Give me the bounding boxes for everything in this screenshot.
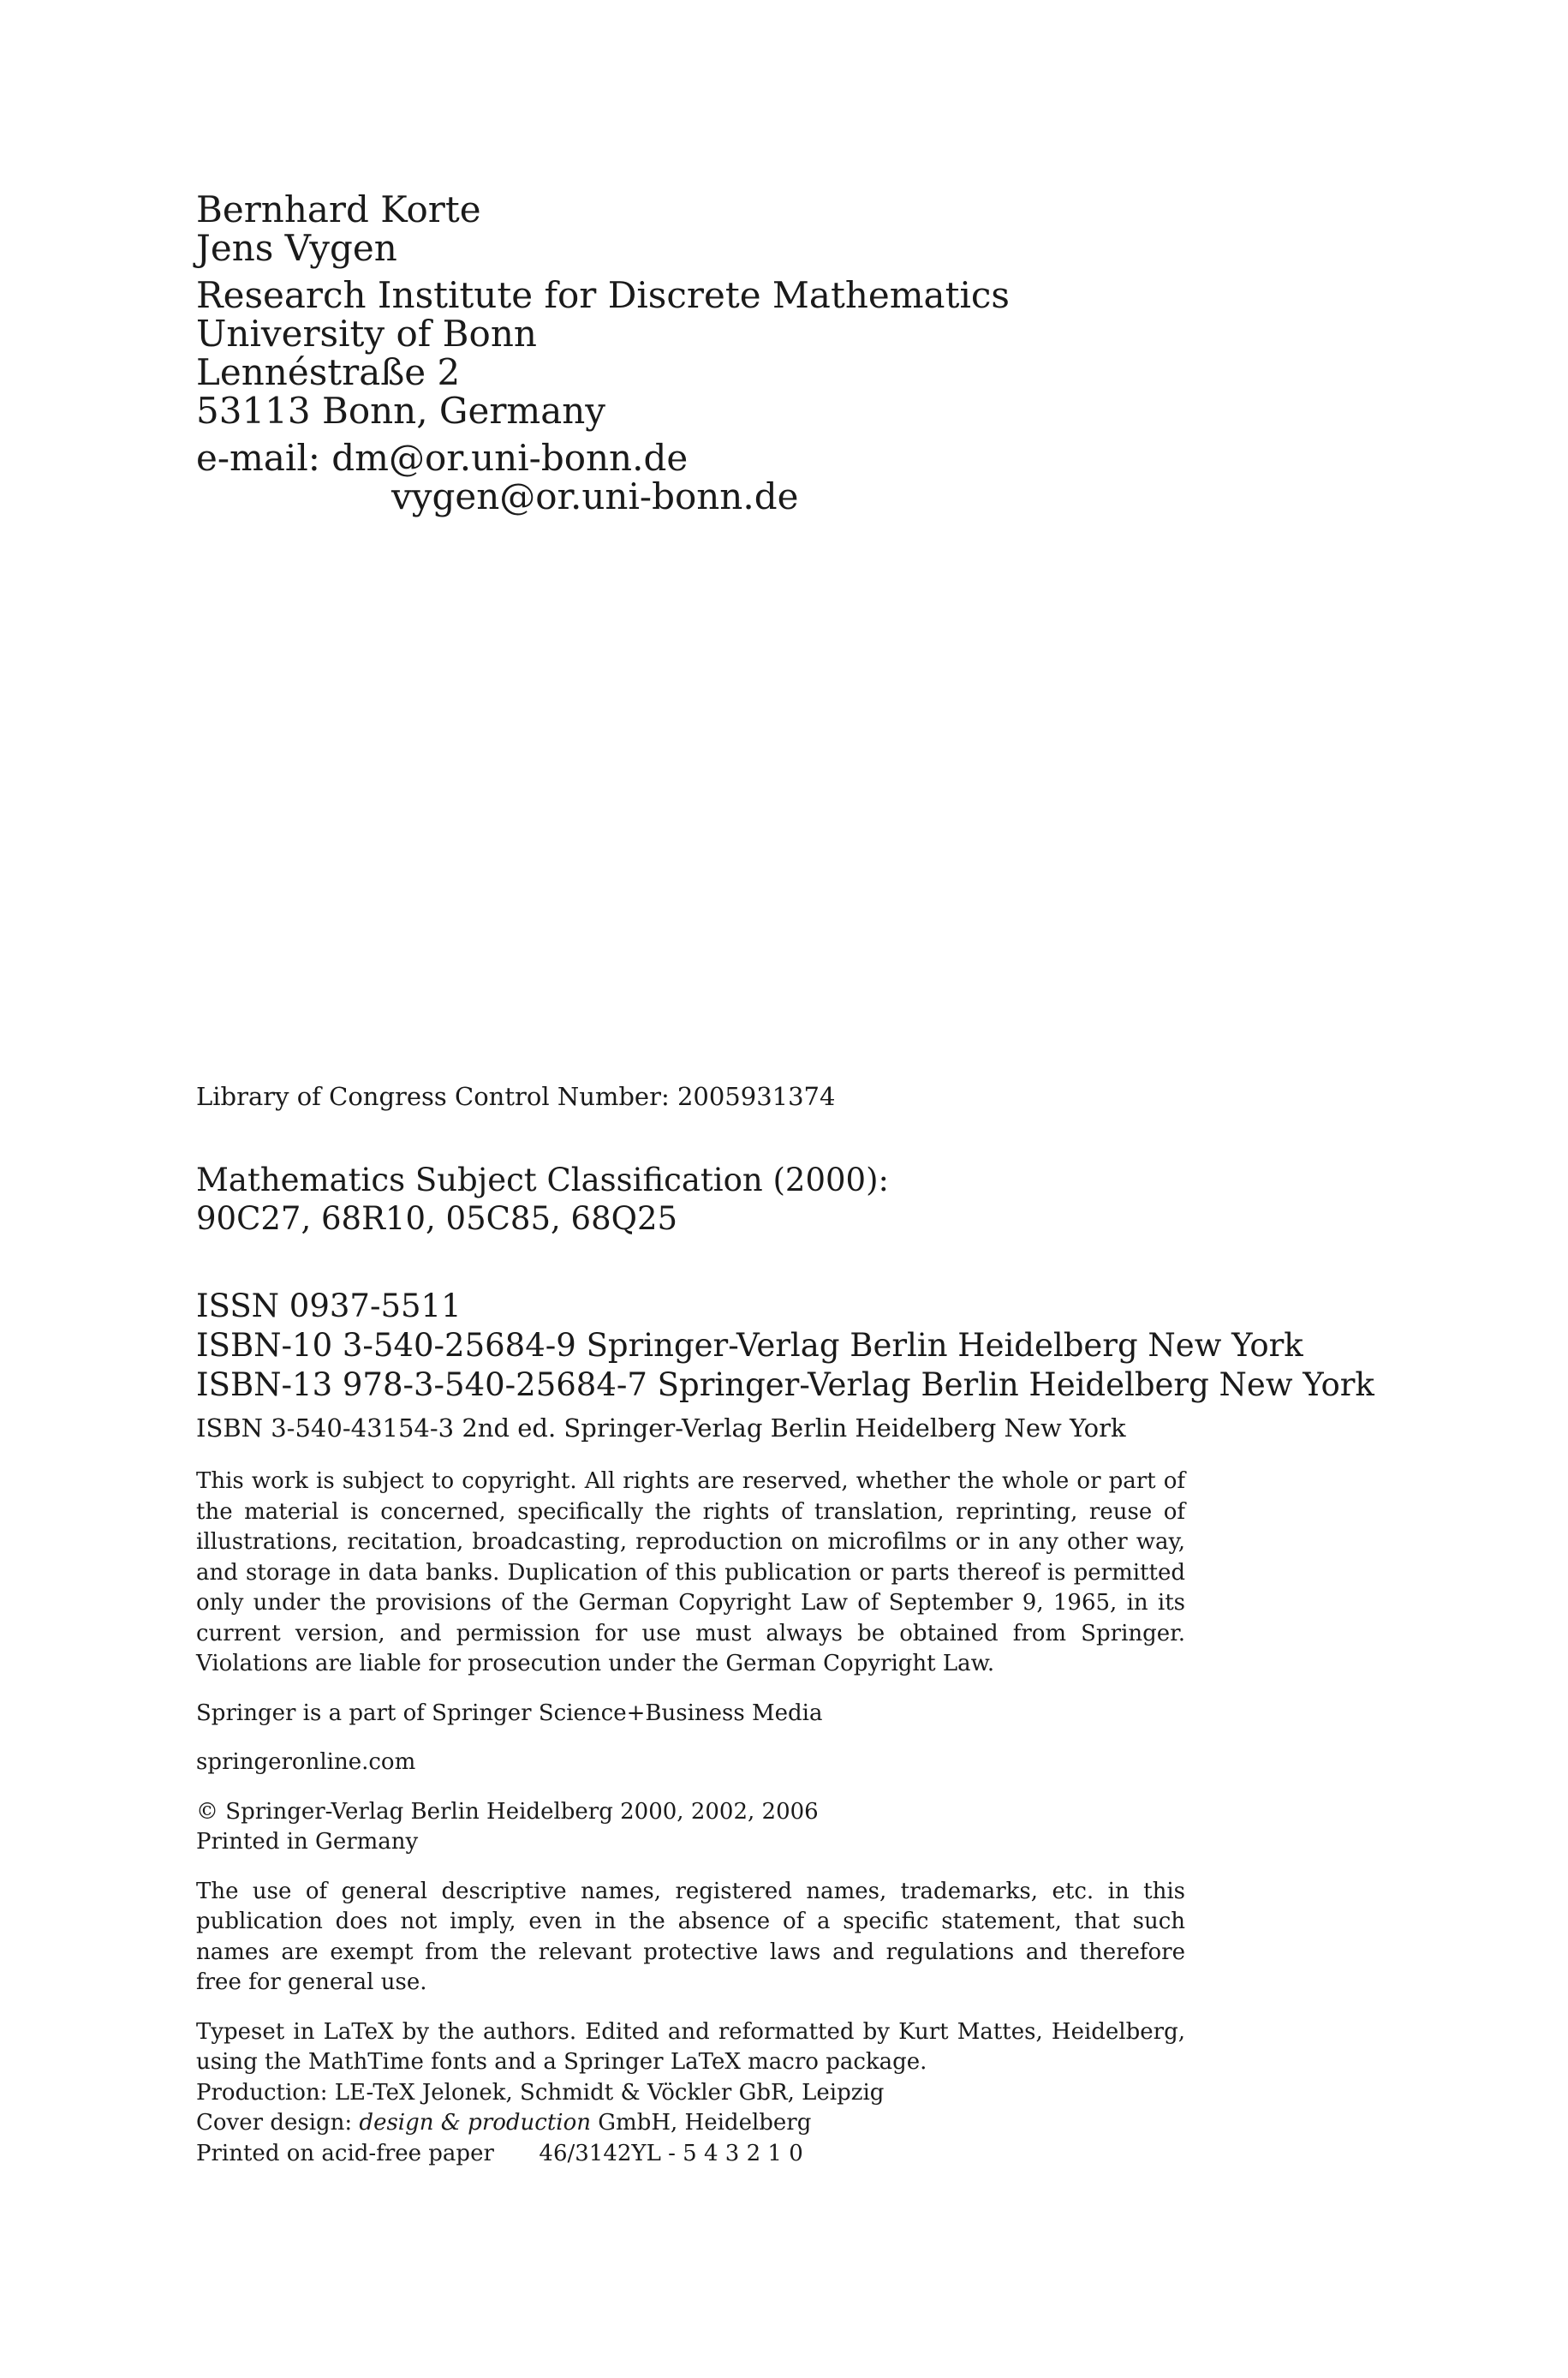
cover-pre: Cover design: bbox=[196, 2110, 353, 2136]
latex-logo: LaTeX bbox=[323, 2018, 394, 2045]
latex-logo: LaTeX bbox=[670, 2049, 741, 2075]
author-name: Jens Vygen bbox=[196, 227, 397, 269]
trademark-notice: The use of general descriptive names, registered names, trademarks, etc. in this publication does not imply, even in the absence of a specific statement, that such names are exempt from the relevant protective laws and regulations and therefore free for general use. bbox=[196, 1878, 1185, 1995]
msc-block bbox=[196, 1161, 889, 1238]
springer-statement: Springer is a part of Springer Science+Business Media bbox=[196, 1700, 823, 1726]
isbn-13-label: ISBN-13 bbox=[196, 1366, 333, 1403]
university: University of Bonn bbox=[196, 313, 537, 355]
isbn-2nd-edition: ISBN 3-540-43154-3 2nd ed. Springer-Verlag Berlin Heidelberg New York bbox=[196, 1413, 1126, 1443]
website[interactable]: springeronline.com bbox=[196, 1749, 416, 1775]
isbn-10-label: ISBN-10 bbox=[196, 1327, 333, 1364]
city-address: 53113 Bonn, Germany bbox=[196, 390, 606, 432]
typeset-note bbox=[196, 2017, 1185, 2078]
production-post: Jelonek, Schmidt & Vöckler GbR, Leipzig bbox=[421, 2079, 885, 2106]
print-code: 46/3142YL - 5 4 3 2 1 0 bbox=[539, 2140, 803, 2166]
production-pre: Production: LE- bbox=[196, 2079, 373, 2106]
copyright-notice: This work is subject to copyright. All rights are reserved, whether the whole or part of the material is concerned, specifically the rights of translation, reprinting, reuse of illustrations, recitation, broadcasting, reproduction on microfilms or in any other way, and storage in data banks. Duplication of this publication or parts thereof is permitted only under the provisions of the German Copyright Law of September 9, 1965, in its current version, and permission for use must always be obtained from Springer. Violations are liable for prosecution under the German Copyright Law. bbox=[196, 1468, 1185, 1676]
copyright-line: © Springer-Verlag Berlin Heidelberg 2000, 2002, 2006 bbox=[196, 1798, 819, 1825]
street-address: Lennéstraße 2 bbox=[196, 351, 461, 393]
author-address-block bbox=[196, 190, 1010, 516]
isbn-13-value: 978-3-540-25684-7 Springer-Verlag Berlin Heidelberg New York bbox=[342, 1366, 1374, 1403]
typeset-post: by the authors. Edited and reformatted by Kurt Mattes, Heidelberg, using the MathTime fonts and a Springer bbox=[196, 2018, 1185, 2075]
paper-note: Printed on acid-free paper bbox=[196, 2140, 494, 2166]
author-name: Bernhard Korte bbox=[196, 188, 481, 230]
msc-codes: 90C27, 68R10, 05C85, 68Q25 bbox=[196, 1200, 678, 1237]
email-address[interactable]: vygen@or.uni-bonn.de bbox=[391, 475, 799, 517]
email-label: e-mail: bbox=[196, 437, 320, 479]
typeset-pre: Typeset in bbox=[196, 2018, 315, 2045]
institute: Research Institute for Discrete Mathematics bbox=[196, 274, 1010, 316]
cover-design-line bbox=[196, 2108, 1185, 2139]
email-address[interactable]: dm@or.uni-bonn.de bbox=[331, 437, 689, 479]
issn: ISSN 0937-5511 bbox=[196, 1288, 462, 1324]
legal-notice-block bbox=[196, 1467, 1185, 2169]
printed-in: Printed in Germany bbox=[196, 1829, 419, 1855]
isbn-13-row bbox=[196, 1365, 1374, 1405]
production-line bbox=[196, 2078, 1185, 2109]
msc-title: Mathematics Subject Classification (2000): bbox=[196, 1162, 889, 1198]
cover-italic: design & production bbox=[359, 2110, 592, 2136]
library-of-congress-number: Library of Congress Control Number: 2005931374 bbox=[196, 1082, 836, 1111]
isbn-10-value: 3-540-25684-9 Springer-Verlag Berlin Heidelberg New York bbox=[342, 1327, 1303, 1364]
tex-logo: TeX bbox=[373, 2079, 415, 2106]
paper-line bbox=[196, 2139, 1185, 2170]
isbn-10-row bbox=[196, 1326, 1374, 1365]
isbn-block bbox=[196, 1287, 1374, 1448]
cover-post: GmbH, Heidelberg bbox=[598, 2110, 812, 2136]
email-line bbox=[196, 439, 1010, 477]
typeset-end: macro package. bbox=[748, 2049, 927, 2075]
